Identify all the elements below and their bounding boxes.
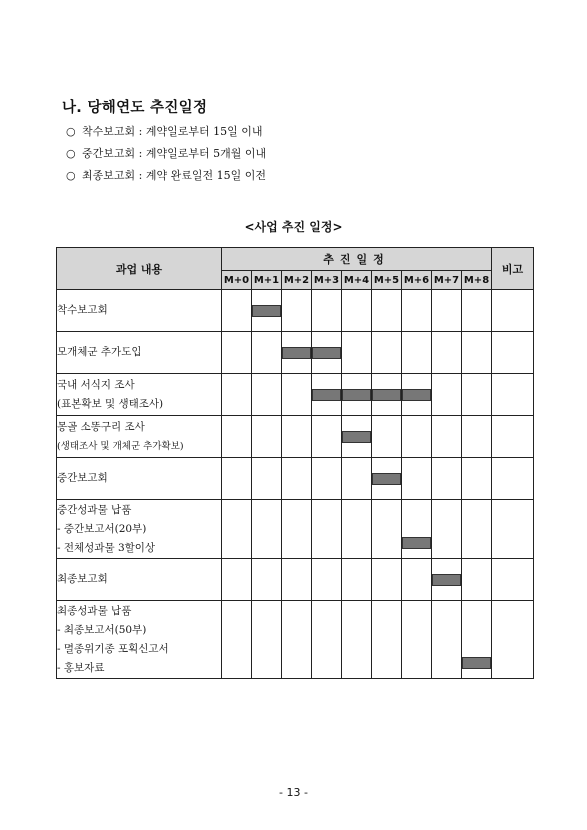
- month-cell: [252, 374, 282, 416]
- month-header: M+0: [222, 271, 252, 290]
- gantt-bar: [342, 389, 371, 401]
- month-cell: [372, 500, 402, 559]
- month-cell: [462, 290, 492, 332]
- month-cell: [432, 332, 462, 374]
- month-cell: [312, 601, 342, 679]
- task-text: 중간성과물 납품: [57, 503, 132, 516]
- month-header: M+4: [342, 271, 372, 290]
- month-cell: [252, 290, 282, 332]
- gantt-bar: [342, 431, 371, 443]
- table-row: [57, 559, 534, 601]
- month-cell: [252, 416, 282, 458]
- month-cell: [372, 332, 402, 374]
- task-cell: [57, 601, 222, 679]
- month-cell: [312, 458, 342, 500]
- month-cell: [222, 416, 252, 458]
- note-cell: [492, 374, 534, 416]
- list-item: [66, 124, 266, 146]
- month-cell: [402, 559, 432, 601]
- month-cell: [342, 601, 372, 679]
- month-cell: [252, 500, 282, 559]
- gantt-bar: [282, 347, 311, 359]
- month-cell: [462, 416, 492, 458]
- month-cell: [282, 332, 312, 374]
- month-cell: [282, 290, 312, 332]
- month-cell: [402, 374, 432, 416]
- month-header: M+1: [252, 271, 282, 290]
- month-cell: [312, 559, 342, 601]
- note-cell: [492, 559, 534, 601]
- month-cell: [462, 332, 492, 374]
- note-cell: [492, 416, 534, 458]
- month-cell: [372, 374, 402, 416]
- month-cell: [222, 601, 252, 679]
- gantt-bar: [402, 537, 431, 549]
- list-item: [66, 146, 266, 168]
- month-cell: [432, 416, 462, 458]
- month-cell: [402, 458, 432, 500]
- month-cell: [342, 332, 372, 374]
- task-text: - 전체성과물 3할이상: [57, 541, 156, 554]
- month-cell: [462, 458, 492, 500]
- task-text: - 최종보고서(50부): [57, 623, 147, 636]
- month-cell: [222, 290, 252, 332]
- table-caption: <사업 추진 일정>: [244, 220, 343, 234]
- month-cell: [402, 500, 432, 559]
- month-cell: [222, 374, 252, 416]
- month-cell: [342, 559, 372, 601]
- note-cell: [492, 332, 534, 374]
- table-row: [57, 458, 534, 500]
- month-cell: [402, 601, 432, 679]
- note-cell: [492, 601, 534, 679]
- list-item-text: 최종보고회 : 계약 완료일전 15일 이전: [82, 169, 266, 182]
- task-cell: [57, 500, 222, 559]
- task-cell: [57, 458, 222, 500]
- note-cell: [492, 290, 534, 332]
- task-text: (생태조사 및 개체군 추가확보): [57, 440, 184, 452]
- milestone-list: [66, 124, 266, 190]
- month-cell: [282, 601, 312, 679]
- task-text: - 중간보고서(20부): [57, 522, 147, 535]
- task-text: 착수보고회: [57, 304, 108, 316]
- list-item-text: 중간보고회 : 계약일로부터 5개월 이내: [82, 147, 267, 160]
- task-cell: [57, 290, 222, 332]
- month-cell: [432, 458, 462, 500]
- task-text: 모개체군 추가도입: [57, 346, 142, 358]
- month-header: M+8: [462, 271, 492, 290]
- month-cell: [252, 332, 282, 374]
- task-text: - 멸종위기종 포획신고서: [57, 642, 169, 655]
- month-cell: [402, 416, 432, 458]
- gantt-bar: [432, 574, 461, 586]
- month-cell: [462, 374, 492, 416]
- month-header: M+6: [402, 271, 432, 290]
- month-header: M+5: [372, 271, 402, 290]
- circle-bullet-icon: ○: [66, 169, 76, 182]
- month-cell: [252, 559, 282, 601]
- month-cell: [462, 500, 492, 559]
- note-column-header: 비고: [492, 248, 534, 290]
- month-header: M+2: [282, 271, 312, 290]
- month-cell: [342, 374, 372, 416]
- table-row: [57, 416, 534, 458]
- schedule-column-header: 추진일정: [222, 248, 492, 271]
- month-cell: [312, 290, 342, 332]
- list-item-text: 착수보고회 : 계약일로부터 15일 이내: [82, 125, 263, 138]
- circle-bullet-icon: ○: [66, 147, 76, 160]
- month-cell: [342, 290, 372, 332]
- month-cell: [462, 559, 492, 601]
- circle-bullet-icon: ○: [66, 125, 76, 138]
- month-cell: [432, 601, 462, 679]
- task-text: 몽골 소똥구리 조사: [57, 420, 145, 433]
- month-cell: [432, 559, 462, 601]
- task-text: 국내 서식지 조사: [57, 378, 135, 391]
- note-cell: [492, 458, 534, 500]
- month-cell: [222, 332, 252, 374]
- month-cell: [372, 458, 402, 500]
- task-text: 최종성과물 납품: [57, 604, 132, 617]
- task-cell: [57, 332, 222, 374]
- month-cell: [222, 559, 252, 601]
- task-cell: [57, 374, 222, 416]
- month-cell: [282, 374, 312, 416]
- list-item: [66, 168, 266, 190]
- month-cell: [432, 290, 462, 332]
- month-cell: [342, 416, 372, 458]
- month-cell: [312, 500, 342, 559]
- gantt-bar: [372, 389, 401, 401]
- table-row: [57, 601, 534, 679]
- month-header: M+3: [312, 271, 342, 290]
- month-cell: [372, 416, 402, 458]
- table-row: [57, 374, 534, 416]
- gantt-bar: [372, 473, 401, 485]
- table-row: [57, 500, 534, 559]
- task-cell: [57, 559, 222, 601]
- gantt-bar: [312, 389, 341, 401]
- gantt-bar: [252, 305, 281, 317]
- task-text: (표본확보 및 생태조사): [57, 397, 164, 410]
- month-cell: [222, 458, 252, 500]
- month-cell: [252, 601, 282, 679]
- month-cell: [402, 332, 432, 374]
- gantt-bar: [462, 657, 491, 669]
- schedule-table: [56, 247, 534, 679]
- month-cell: [222, 500, 252, 559]
- table-row: [57, 290, 534, 332]
- month-cell: [312, 332, 342, 374]
- month-cell: [402, 290, 432, 332]
- table-row: [57, 332, 534, 374]
- month-cell: [282, 458, 312, 500]
- gantt-bar: [312, 347, 341, 359]
- month-cell: [432, 374, 462, 416]
- task-text: 중간보고회: [57, 472, 108, 484]
- note-cell: [492, 500, 534, 559]
- month-cell: [372, 559, 402, 601]
- month-cell: [432, 500, 462, 559]
- section-title: 나. 당해연도 추진일정: [62, 100, 208, 116]
- month-cell: [462, 601, 492, 679]
- month-cell: [312, 374, 342, 416]
- month-cell: [342, 500, 372, 559]
- month-cell: [282, 559, 312, 601]
- month-header: M+7: [432, 271, 462, 290]
- schedule-body: [57, 290, 534, 679]
- task-text: - 홍보자료: [57, 661, 105, 674]
- gantt-bar: [402, 389, 431, 401]
- month-cell: [372, 290, 402, 332]
- month-cell: [282, 500, 312, 559]
- task-column-header: 과업 내용: [57, 248, 222, 290]
- month-cell: [312, 416, 342, 458]
- month-cell: [282, 416, 312, 458]
- month-cell: [372, 601, 402, 679]
- task-text: 최종보고회: [57, 573, 108, 585]
- month-cell: [342, 458, 372, 500]
- task-cell: [57, 416, 222, 458]
- month-cell: [252, 458, 282, 500]
- page-number: - 13 -: [279, 786, 308, 799]
